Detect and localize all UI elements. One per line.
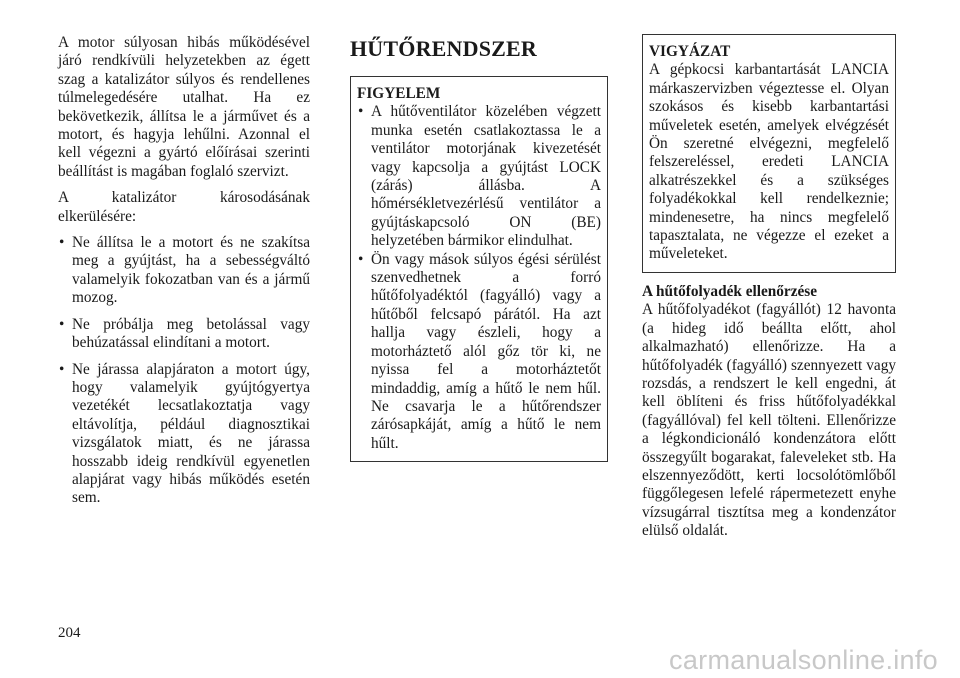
- right-column: [642, 34, 896, 549]
- list-item: • Ne állítsa le a motort és ne szakítsa meg a gyújtást, ha a sebességváltó valamelyik fokozatban van és a jármű mozog.: [58, 234, 310, 308]
- caution-title: VIGYÁZAT: [649, 43, 731, 60]
- paragraph-catalyst-intro: A katalizátor károsodásának elkerülésére:: [58, 189, 310, 225]
- paragraph-catalyst-overheat: A motor súlyosan hibás működésével járó rendkívüli helyzetekben az égett szag a katalizátor súlyos és rendellenes túlmelegedésére utalhat. Ha ez bekövetkezik, állítsa le a járművet és a motort, és hagyja lehűlni. Azonnal el kell végezni a gyártó előírásai szerinti beállítást is magában foglaló szervizt.: [58, 34, 310, 180]
- warning-box: [350, 76, 608, 462]
- warning-title: FIGYELEM: [357, 85, 441, 102]
- list-item: • Ön vagy mások súlyos égési sérülést szenvedhetnek a forró hűtőfolyadéktól (fagyálló) vagy a hűtőből felcsapó párától. Ha azt hallja vagy észleli, hogy a motorháztető alól gőz tör ki, ne nyissa fel a motorháztetőt mindaddig, amíg a hűtő le nem hűl. Ne csavarja le a hűtőrendszer zárósapkáját, amíg a hűtő le nem hűlt.: [357, 251, 601, 453]
- coolant-check-heading: A hűtőfolyadék ellenőrzése: [642, 282, 818, 300]
- list-item: • Ne járassa alapjáraton a motort úgy, hogy valamelyik gyújtógyertya vezetékét lecsatlakoztatja vagy eltávolítja, például diagnosztikai vizsgálatok miatt, és ne járassa hosszabb ideig rendkívül egyenetlen alapjárat vagy hibás működés esetén sem.: [58, 361, 310, 508]
- watermark: carmanualsonline.info: [669, 645, 938, 675]
- caution-text: A gépkocsi karbantartását LANCIA márkaszervizben végeztesse el. Olyan szokásos és kisebb karbantartási műveletek esetén, amelyek elvégzését Ön szeretné elvégezni, megfelelő felszereléssel, eredeti LANCIA alkatrészekkel és a szükséges folyadékokkal kell rendelkeznie; mindenesetre, ha nincs megfelelő tapasztalata, ne végezze el ezeket a műveleteket.: [649, 61, 889, 263]
- page-number: 204: [58, 625, 81, 641]
- list-item: • Ne próbálja meg betolással vagy behúzatással elindítani a motort.: [58, 316, 310, 353]
- section-title: HŰTŐRENDSZER: [350, 36, 537, 61]
- left-column: [58, 34, 310, 516]
- list-item: • A hűtőventilátor közelében végzett munka esetén csatlakoztassa le a ventilátor motorjának kivezetését vagy kapcsolja a gyújtást LOCK (zárás) állásba. A hőmérsékletvezérlésű ventilátor a gyújtáskapcsoló ON (BE) helyzetében bármikor elindulhat.: [357, 103, 601, 250]
- warning-list: [357, 103, 601, 453]
- catalyst-precautions-list: [58, 234, 310, 508]
- middle-column: [350, 34, 608, 462]
- caution-box: [642, 34, 896, 273]
- coolant-check-paragraph: A hűtőfolyadékot (fagyállót) 12 havonta (a hideg idő beállta előtt, ahol alkalmazható) ellenőrizze. Ha a hűtőfolyadék (fagyálló) szennyezett vagy rozsdás, a rendszert le kell engedni, át kell öblíteni és friss hűtőfolyadékkal (fagyállóval) fel kell tölteni. Ellenőrizze a légkondicionáló kondenzátora előtt összegyűlt bogarakat, faleveleket stb. Ha elszennyeződött, kerti locsolótömlőből függőlegesen lefelé rápermetezett enyhe vízsugárral tisztítsa meg a kondenzátor elülső oldalát.: [642, 301, 896, 540]
